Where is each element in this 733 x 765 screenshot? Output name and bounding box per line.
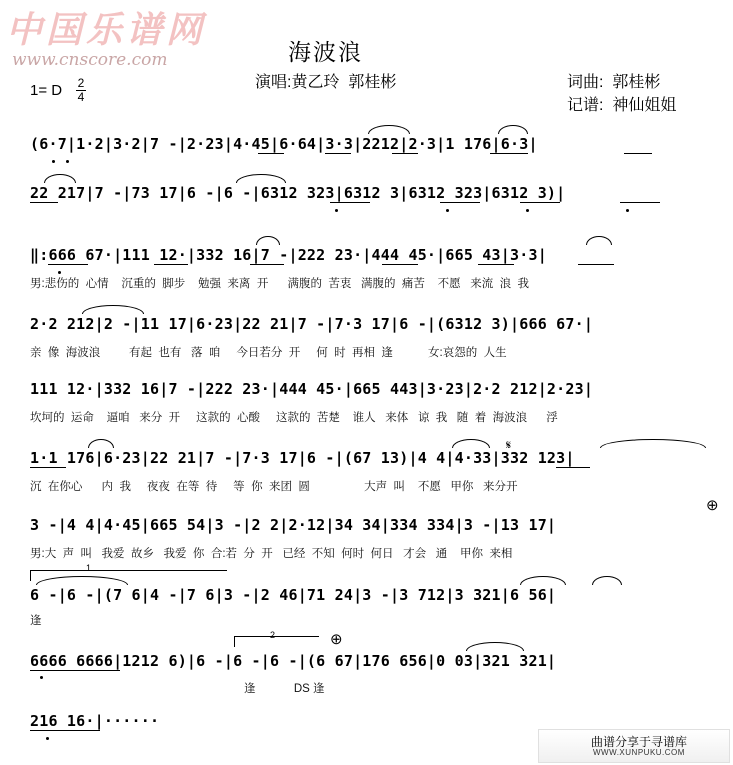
beam-underline [620,202,660,203]
beam-underline [325,153,351,154]
site-watermark-logo: 中国乐谱网 [6,9,207,51]
beam-underline [392,153,418,154]
score-row-8: 6 -|6 -|(7 6|4 -|7 6|3 -|2 46|71 24|3 -|3 712|3 321|6 56| [30,586,557,604]
beam-underline [478,264,514,265]
low-octave-dot [66,160,69,163]
segno-sign: 𝄋 [506,438,512,452]
coda-sign: ⊕ [706,497,719,514]
slur-tie [368,125,410,134]
beam-underline [490,153,528,154]
score-row-4: 2·2 212|2 -|11 17|6·23|22 21|7 -|7·3 17|6 -|(6312 3)|666 67·| [30,315,594,333]
time-signature-bottom: 4 [77,90,85,104]
beam-underline [330,202,370,203]
score-row-9: 6666 6666|1212 6)|6 -|6 -|6 -|(6 67|176 656|0 03|321 321| [30,652,557,670]
slur-tie [44,174,76,183]
beam-underline [556,467,590,468]
slur-tie [88,439,114,448]
score-row-1: (6·7|1·2|3·2|7 -|2·23|4·45|6·64|3·3|2212|2·3|1 176|6·3| [30,135,538,153]
low-octave-dot [52,160,55,163]
singers-credit: 演唱:黄乙玲 郭桂彬 [255,74,397,91]
source-stamp-url: WWW.XUNPUKU.COM [593,748,685,757]
composer-credit: 词曲: 郭桂彬 [567,74,661,91]
lyric-line-3: 坎坷的 运命 逼咱 来分 开 这款的 心酸 这款的 苦楚 谁人 来体 谅 我 随 着 海波浪 浮 [30,412,558,424]
lyric-line-1: 男:悲伤的 心情 沉重的 脚步 勉强 来离 开 满腹的 苦衷 满腹的 痛苦 不愿 来流 浪 我 [30,278,529,290]
key-signature: 1= D [30,82,63,99]
beam-underline [382,264,418,265]
beam-underline [440,202,480,203]
first-ending-bracket [30,570,227,581]
lyric-line-4: 沉 在你心 内 我 夜夜 在等 待 等 你 来团 圆 大声 叫 不愿 甲你 来分开 [30,481,518,493]
beam-underline [258,153,284,154]
beam-underline [154,264,188,265]
lyric-line-7: 逢 DS 逢 [244,683,325,695]
score-row-3: ‖:666 67·|111 12·|332 16|7 -|222 23·|444 45·|665 43|3·3| [30,246,547,264]
slur-tie [256,236,280,245]
slur-tie [466,642,524,651]
beam-underline [30,202,58,203]
source-stamp-text: 曲谱分享于寻谱库 [591,735,688,749]
slur-tie [452,439,490,448]
second-ending-label: 2 [270,630,276,640]
beam-underline [30,670,120,671]
lyric-line-2: 亲 像 海波浪 有起 也有 落 咱 今日若分 开 何 时 再相 逢 女:哀怨的 人生 [30,347,507,359]
slur-tie [520,576,566,585]
score-row-5: 111 12·|332 16|7 -|222 23·|444 45·|665 443|3·23|2·2 212|2·23| [30,380,594,398]
slur-tie [586,236,612,245]
lyric-line-5: 男:大 声 叫 我爱 故乡 我爱 你 合:若 分 开 已经 不知 何时 何日 才会 通 甲你 来相 [30,548,513,560]
time-signature [76,77,86,104]
beam-underline [30,730,100,731]
transcriber-credit: 记谱: 神仙姐姐 [567,97,677,114]
slur-tie [592,576,622,585]
low-octave-dot [40,676,43,679]
slur-tie [82,305,144,314]
low-octave-dot [58,271,61,274]
beam-underline [250,264,284,265]
source-stamp [538,729,730,763]
song-title: 海波浪 [288,39,363,65]
slur-tie [498,125,528,134]
site-watermark-url: www.cnscore.com [12,50,168,70]
low-octave-dot [526,209,529,212]
score-row-6: 1·1 176|6·23|22 21|7 -|7·3 17|6 -|(67 13)|4 4|4·33|332 123| [30,449,575,467]
beam-underline [48,264,88,265]
beam-underline [520,202,560,203]
lyric-line-6: 逢 [30,615,42,627]
second-ending-bracket [234,636,319,647]
score-row-10: 216 16·|······ [30,712,160,730]
first-ending-label: 1 [86,563,92,573]
slur-tie [600,439,706,448]
low-octave-dot [626,209,629,212]
low-octave-dot [335,209,338,212]
slur-tie [236,174,286,183]
beam-underline [30,467,66,468]
score-row-2: 22 217|7 -|73 17|6 -|6 -|6312 323|6312 3|6312 323|6312 3)| [30,184,566,202]
beam-underline [624,153,652,154]
low-octave-dot [46,737,49,740]
beam-underline [578,264,614,265]
time-signature-top: 2 [77,76,85,90]
coda-sign: ⊕ [330,631,343,648]
score-row-7: 3 -|4 4|4·45|665 54|3 -|2 2|2·12|34 34|334 334|3 -|13 17| [30,516,557,534]
low-octave-dot [446,209,449,212]
